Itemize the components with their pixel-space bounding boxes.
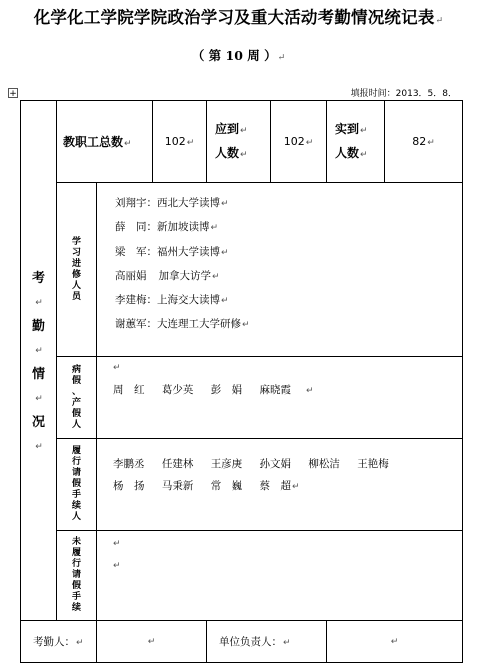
expected-count-value: 102↵ bbox=[271, 101, 327, 183]
total-staff-label: 教职工总数↵ bbox=[57, 101, 153, 183]
side-label-cell: 考 ↵ 勤 ↵ 情 ↵ 况 ↵ bbox=[21, 101, 57, 621]
expected-count-label: 应到↵ 人数↵ bbox=[207, 101, 271, 183]
no-leave-label: 未 履 行 请 假 手 续 bbox=[57, 531, 97, 621]
list-item: 李鹏丞 bbox=[113, 458, 145, 470]
list-item: 薛 同：新加坡读博↵ bbox=[115, 221, 219, 234]
actual-count-value: 82↵ bbox=[385, 101, 463, 183]
page-title: 化学化工学院学院政治学习及重大活动考勤情况统记表↵ bbox=[33, 8, 444, 27]
list-item: 谢蕙军：大连理工大学研修↵ bbox=[115, 318, 250, 331]
study-row bbox=[21, 183, 463, 357]
table-move-handle-icon[interactable]: + bbox=[9, 89, 17, 99]
checker-label: 考勤人：↵ bbox=[21, 621, 97, 663]
list-item: 柳松洁 bbox=[308, 458, 340, 470]
week-label: （ 第 10 周 ）↵ bbox=[191, 48, 286, 63]
total-staff-value: 102↵ bbox=[153, 101, 207, 183]
study-list bbox=[97, 183, 463, 357]
sick-leave-label: 病 假 、 产 假 人 bbox=[57, 357, 97, 439]
leader-value: ↵ bbox=[327, 621, 463, 663]
attendance-table bbox=[20, 100, 463, 663]
list-item: 周 红 bbox=[113, 384, 145, 396]
header-row bbox=[21, 101, 463, 183]
checker-value: ↵ bbox=[97, 621, 207, 663]
leader-label: 单位负责人：↵ bbox=[207, 621, 327, 663]
actual-count-label: 实到↵ 人数↵ bbox=[327, 101, 385, 183]
list-item: 高丽娟 加拿大访学↵ bbox=[115, 269, 220, 282]
list-item: 杨 扬 bbox=[113, 480, 145, 492]
with-leave-list: 李鹏丞 任建林 王彦庚 孙文娟 柳松洁 王艳梅 杨 扬 马秉新 常 巍 蔡 超↵ bbox=[97, 439, 463, 531]
with-leave-row bbox=[21, 439, 463, 531]
no-leave-row bbox=[21, 531, 463, 621]
list-item: 王艳梅 bbox=[357, 458, 389, 470]
no-leave-list: ↵ ↵ bbox=[97, 531, 463, 621]
list-item: 彭 娟 bbox=[210, 384, 243, 396]
list-item: 麻晓霞 bbox=[259, 384, 292, 396]
list-item: 孙文娟 bbox=[259, 458, 292, 470]
list-item: 梁 军：福州大学读博↵ bbox=[115, 245, 229, 258]
study-label: 学 习 进 修 人 员 bbox=[57, 183, 97, 357]
list-item: 蔡 超 bbox=[259, 480, 292, 492]
fill-date: 填报时间：2013．5．8． bbox=[350, 89, 457, 99]
sick-leave-list: ↵ 周 红 葛少英 彭 娟 麻晓霞 ↵ bbox=[97, 357, 463, 439]
list-item: 常 巍 bbox=[210, 480, 243, 492]
with-leave-label: 履 行 请 假 手 续 人 bbox=[57, 439, 97, 531]
sick-leave-row bbox=[21, 357, 463, 439]
footer-row bbox=[21, 621, 463, 663]
list-item: 王彦庚 bbox=[210, 458, 243, 470]
list-item: 刘翔宇：西北大学读博↵ bbox=[115, 197, 229, 209]
list-item: 马秉新 bbox=[161, 480, 194, 492]
list-item: 葛少英 bbox=[161, 384, 194, 396]
list-item: 李建梅：上海交大读博↵ bbox=[115, 294, 229, 307]
list-item: 任建林 bbox=[161, 458, 194, 470]
